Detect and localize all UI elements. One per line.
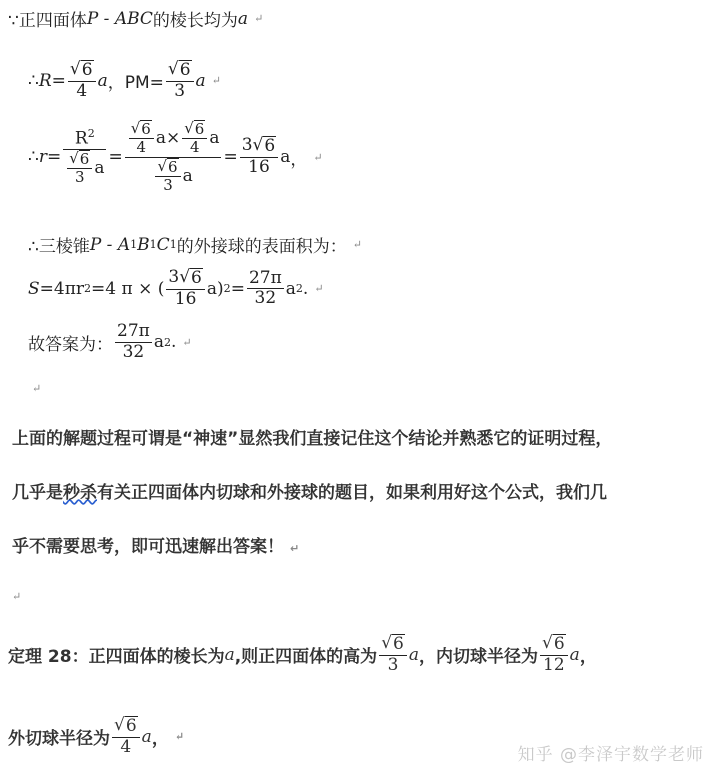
return-mark-icon: ↵: [211, 74, 221, 88]
text: 正四面体的棱长为: [88, 647, 225, 668]
radicand: 6: [393, 634, 404, 654]
text: =4 π × (: [91, 278, 165, 299]
return-mark-icon: ↵: [182, 335, 192, 349]
var: B: [137, 234, 150, 255]
times: ×: [165, 127, 181, 148]
denominator: 32: [254, 288, 277, 309]
return-mark-icon: ↵: [314, 282, 324, 296]
denominator: 3: [387, 654, 399, 675]
var: P - A: [89, 234, 131, 255]
radicand: 6: [168, 157, 178, 176]
radicand: 6: [125, 716, 137, 736]
sub: 1: [169, 238, 177, 251]
var: a: [153, 332, 164, 353]
return-mark-icon: ↵: [254, 12, 264, 25]
radicand: 6: [79, 149, 90, 168]
fraction: [247, 269, 284, 309]
return-mark-icon: ↵: [313, 150, 323, 164]
fraction: √ 6 4: [112, 716, 140, 757]
text: 秒杀: [63, 483, 97, 503]
coef: 3: [168, 267, 180, 287]
surface-area-intro: [28, 232, 362, 257]
exp: 2: [84, 282, 92, 296]
text: ∵正四面体: [8, 11, 87, 31]
var: a: [206, 278, 218, 299]
text: .: [170, 332, 177, 353]
text: 几乎是: [12, 483, 63, 503]
eq: =: [223, 147, 238, 167]
theorem-label: 定理 28：: [8, 647, 89, 668]
R-formula: [28, 60, 221, 101]
var: a: [285, 278, 296, 299]
radicand: 6: [191, 268, 202, 288]
text: 乎不需要思考，即可迅速解出答案！: [12, 537, 284, 557]
coef: 3: [241, 135, 253, 156]
watermark: 知乎 @李泽宇数学老师: [517, 745, 704, 765]
denominator: 32: [122, 341, 145, 362]
var: R: [38, 70, 52, 91]
fraction: √ 6 3: [379, 634, 407, 675]
fraction: [115, 322, 152, 362]
denominator: 16: [248, 157, 270, 177]
text: .: [302, 278, 309, 299]
therefore: ∴: [28, 70, 39, 91]
fraction: $R^2$ √ 6 3 a: [63, 128, 106, 187]
sub: 1: [130, 238, 138, 251]
R: R: [74, 128, 88, 149]
var: a: [94, 157, 105, 178]
text: 的外接球的表面积为：: [176, 237, 347, 257]
denominator: 4: [76, 80, 88, 101]
radicand: 6: [264, 136, 276, 157]
fraction: 3 √ 6 16: [166, 268, 205, 309]
fraction: √ 6 4: [68, 60, 96, 101]
var: S: [28, 278, 40, 299]
fraction: √ 6 4 a× √ 6 4 a √ 6 3 a: [125, 120, 222, 194]
denominator: 4: [190, 138, 200, 157]
var: r: [38, 147, 47, 167]
theorem-line-2: 外切球半径为 √ 6 4 a ， ↵: [8, 715, 185, 757]
radicand: 6: [81, 60, 93, 80]
paragraph-line-1: 上面的解题过程可谓是“神速”显然我们直接记住这个结论并熟悉它的证明过程，: [12, 429, 613, 449]
text: 有关正四面体内切球和外接球的题目，如果利用好这个公式，我们几: [97, 483, 607, 503]
eq: =: [51, 70, 66, 91]
exp: 2: [87, 126, 95, 140]
var: a: [97, 70, 108, 91]
text: ，: [151, 729, 169, 750]
denominator: 16: [174, 288, 197, 309]
var: C: [156, 234, 170, 255]
text: 外切球半径为: [8, 729, 110, 750]
radicand: 6: [194, 120, 205, 138]
given-statement: [8, 6, 263, 31]
text: ，: [579, 647, 597, 668]
numerator: 27π: [117, 321, 150, 341]
numerator: 27π: [248, 267, 282, 288]
var: P - ABC: [86, 8, 153, 29]
denominator: 3: [163, 175, 173, 194]
denominator: 3: [75, 168, 85, 187]
r-formula: [28, 120, 323, 194]
text: 故答案为：: [28, 334, 113, 355]
text: ，内切球半径为: [419, 647, 538, 668]
radicand: 6: [553, 634, 565, 654]
answer-line: [28, 322, 192, 362]
eq: =: [108, 147, 123, 167]
paragraph-line-2: [12, 478, 607, 503]
surface-area-formula: [28, 268, 324, 309]
denominator: 4: [136, 138, 147, 157]
text: ，: [290, 149, 308, 170]
return-mark-icon: ↵: [174, 730, 185, 744]
radicand: 6: [141, 120, 151, 138]
var: a: [224, 644, 235, 665]
var: a: [195, 70, 206, 91]
paragraph-line-3: [12, 532, 299, 557]
eq: =: [230, 278, 245, 299]
return-mark-icon: ↵: [32, 382, 42, 395]
return-mark-icon: ↵: [12, 590, 22, 603]
exp: 2: [295, 282, 303, 296]
text: 的棱长均为: [152, 11, 238, 31]
sub: 1: [149, 238, 157, 251]
fraction: 3 √ 6 16: [240, 136, 279, 177]
exp: 2: [163, 335, 171, 349]
theorem-line-1: 定理 28： 正四面体的棱长为 a ,则正四面体的高为 √ 6 3 a ，内切球半径为 √ 6 12 a ，: [8, 633, 597, 675]
eq: =: [46, 147, 62, 167]
text: ,则正四面体的高为: [234, 647, 378, 668]
denominator: 12: [543, 654, 565, 675]
var: a: [237, 8, 249, 29]
paren: ): [217, 278, 224, 299]
radicand: 6: [179, 60, 191, 80]
denominator: 3: [174, 80, 186, 101]
return-mark-icon: ↵: [352, 238, 362, 251]
text: ∴三棱锥: [28, 237, 90, 257]
text: ，PM=: [107, 73, 164, 94]
text: =4πr: [39, 278, 85, 299]
exp: 2: [223, 282, 231, 296]
denominator: 4: [120, 736, 132, 757]
fraction: √ 6 12: [540, 634, 568, 675]
fraction: √ 6 3: [166, 60, 194, 101]
var: a: [280, 147, 291, 167]
return-mark-icon: ↵: [290, 542, 300, 555]
therefore: ∴: [28, 147, 39, 167]
